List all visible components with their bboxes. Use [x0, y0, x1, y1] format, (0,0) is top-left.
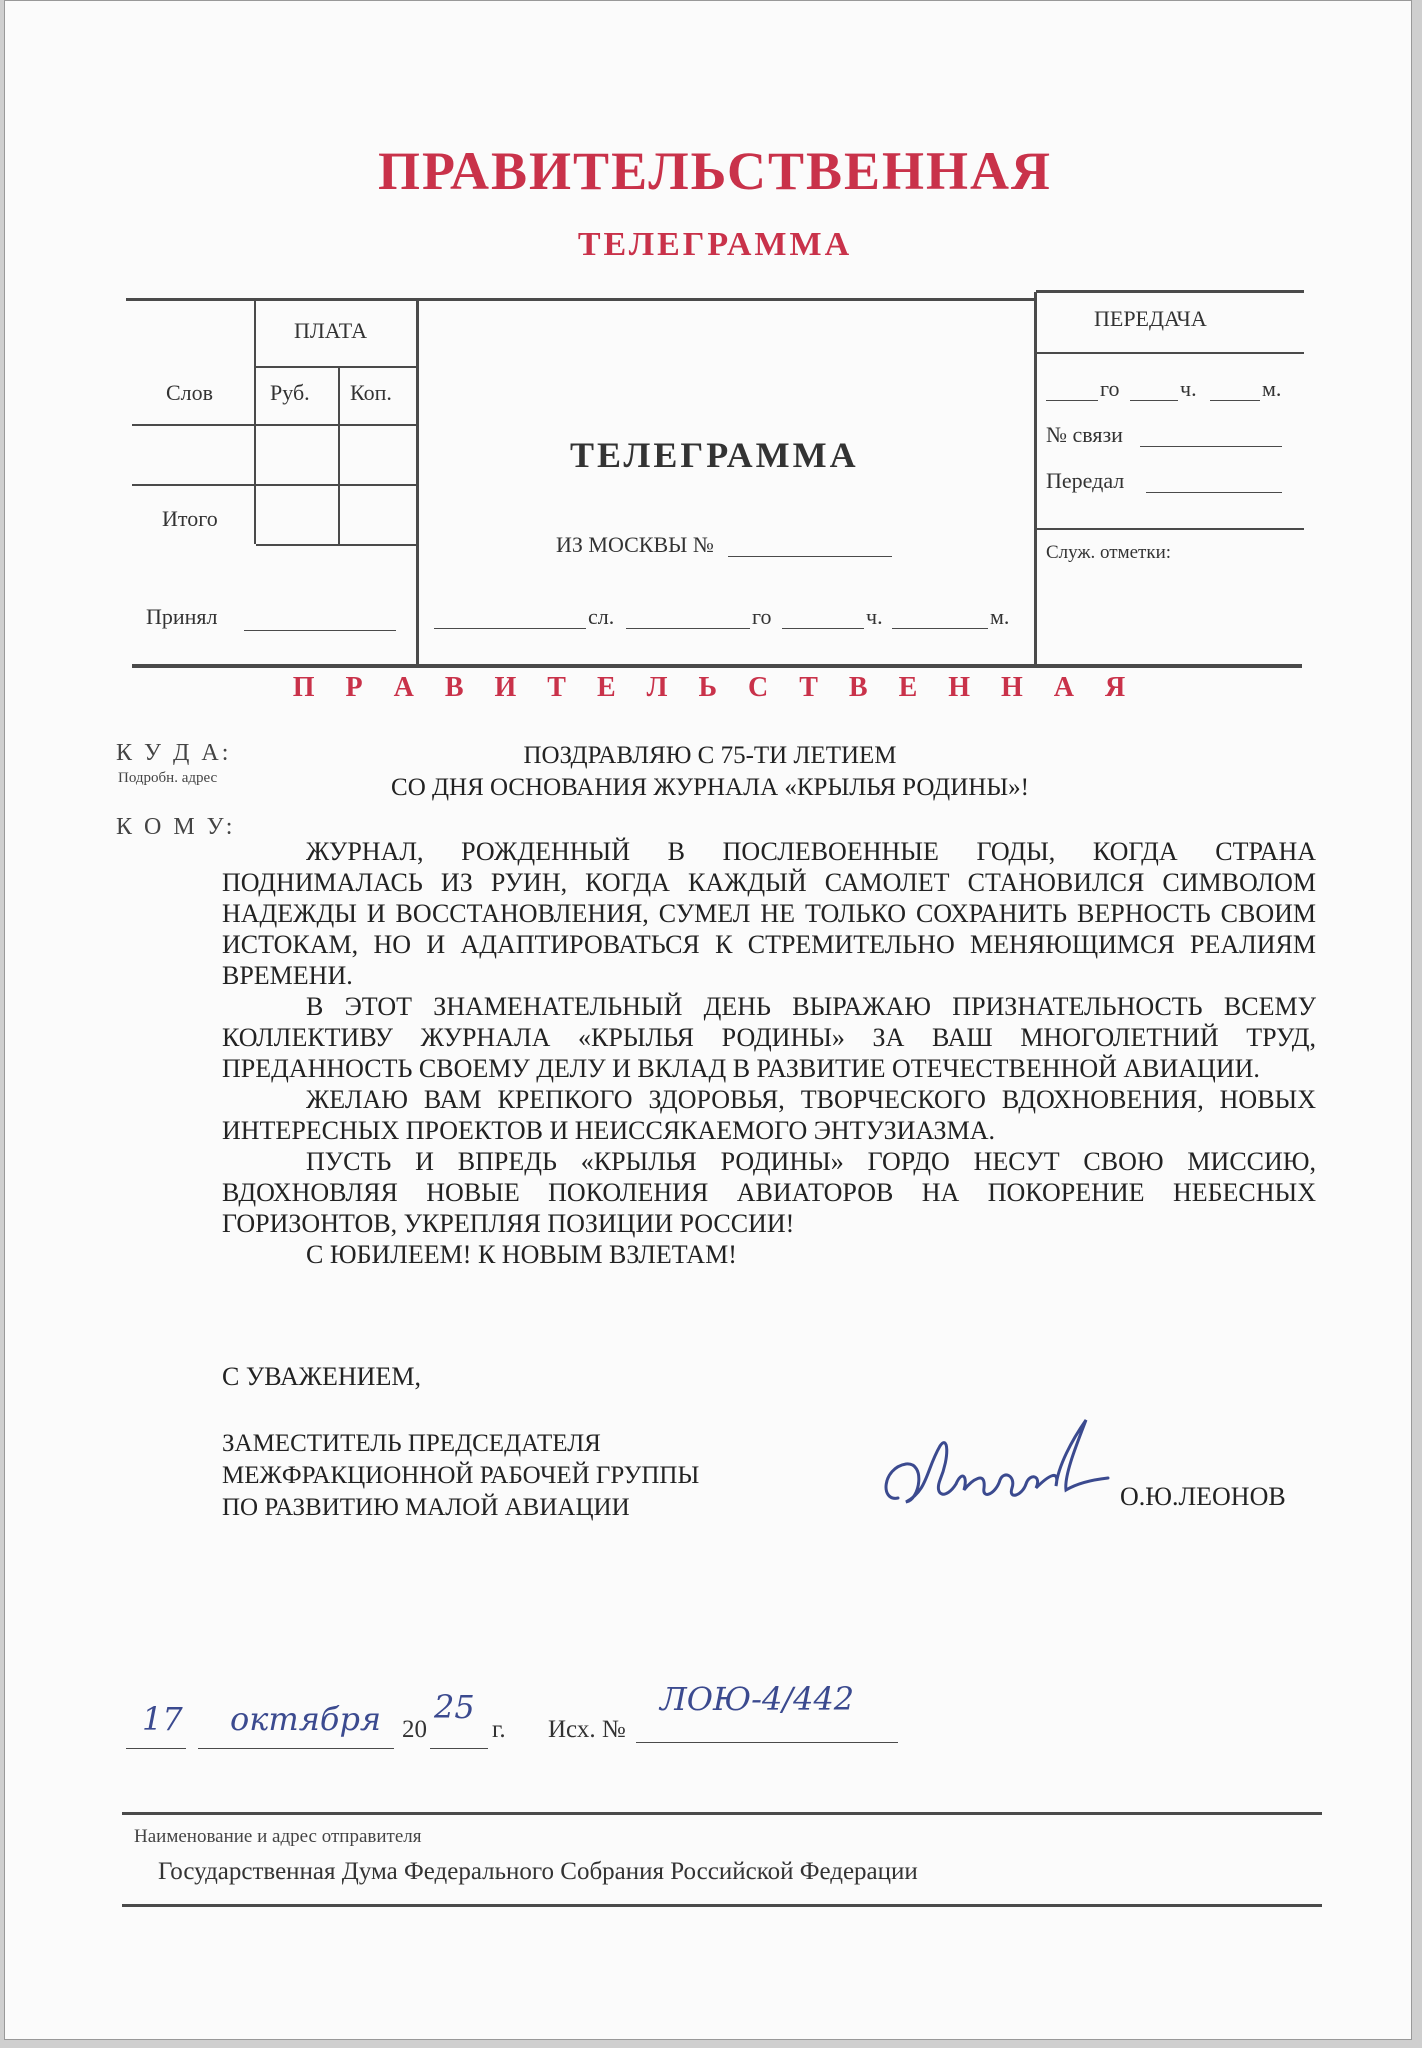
komu-label: К О М У:: [116, 814, 236, 840]
paragraph-2: В ЭТОТ ЗНАМЕНАТЕЛЬНЫЙ ДЕНЬ ВЫРАЖАЮ ПРИЗНАТЕЛЬНОСТЬ ВСЕМУ КОЛЛЕКТИВУ ЖУРНАЛА «КРЫЛЬЯ РОДИНЫ» ЗА ВАШ МНОГОЛЕТНИЙ ТРУД, ПРЕДАННОСТЬ СВОЕМУ ДЕЛУ И ВКЛАД В РАЗВИТИЕ ОТЕЧЕСТВЕННОЙ АВИАЦИИ.: [222, 992, 1316, 1083]
slov-label: Слов: [166, 380, 214, 405]
ch-label: ч.: [866, 604, 883, 629]
m-label: м.: [990, 604, 1010, 629]
signer-position: [222, 1428, 699, 1524]
sender-label: Наименование и адрес отправителя: [134, 1826, 422, 1847]
paragraph-3: ЖЕЛАЮ ВАМ КРЕПКОГО ЗДОРОВЬЯ, ТВОРЧЕСКОГО ВДОХНОВЕНИЯ, НОВЫХ ИНТЕРЕСНЫХ ПРОЕКТОВ И НЕИССЯКАЕМОГО ЭНТУЗИАЗМА.: [222, 1085, 1316, 1145]
year-prefix: 20: [402, 1716, 427, 1743]
message-heading: [324, 740, 1096, 804]
ish-number: ЛОЮ-4/442: [660, 1680, 855, 1718]
kop-label: Коп.: [350, 380, 392, 405]
message-body: [222, 836, 1316, 1270]
heading-line-1: ПОЗДРАВЛЯЮ С 75-ТИ ЛЕТИЕМ: [523, 742, 897, 769]
plata-label: ПЛАТА: [294, 318, 367, 343]
paragraph-1: ЖУРНАЛ, РОЖДЕННЫЙ В ПОСЛЕВОЕННЫЕ ГОДЫ, КОГДА СТРАНА ПОДНИМАЛАСЬ ИЗ РУИН, КОГДА КАЖДЫЙ САМОЛЕТ СТАНОВИЛСЯ СИМВОЛОМ НАДЕЖДЫ И ВОССТАНОВЛЕНИЯ, СУМЕЛ НЕ ТОЛЬКО СОХРАНИТЬ ВЕРНОСТЬ СВОИМ ИСТОКАМ, НО И АДАПТИРОВАТЬСЯ К СТРЕМИТЕЛЬНО МЕНЯЮЩИМСЯ РЕАЛИЯМ ВРЕМЕНИ.: [222, 837, 1316, 990]
paragraph-4: ПУСТЬ И ВПРЕДЬ «КРЫЛЬЯ РОДИНЫ» ГОРДО НЕСУТ СВОЮ МИССИЮ, ВДОХНОВЛЯЯ НОВЫЕ ПОКОЛЕНИЯ АВИАТОРОВ НА ПОКОРЕНИЕ НЕБЕСНЫХ ГОРИЗОНТОВ, УКРЕПЛЯЯ ПОЗИЦИИ РОССИИ!: [222, 1147, 1316, 1238]
date-day: 17: [142, 1700, 183, 1738]
position-line-1: ЗАМЕСТИТЕЛЬ ПРЕДСЕДАТЕЛЯ: [222, 1430, 601, 1457]
gov-banner: П Р А В И Т Е Л Ь С Т В Е Н Н А Я: [292, 672, 1138, 703]
kuda-label: К У Д А:: [116, 740, 232, 766]
position-line-3: ПО РАЗВИТИЮ МАЛОЙ АВИАЦИИ: [222, 1494, 630, 1521]
date-month: октября: [230, 1700, 382, 1738]
sl-label: сл.: [588, 604, 615, 629]
podrobn-label: Подробн. адрес: [118, 770, 218, 786]
from-moscow-label: ИЗ МОСКВЫ №: [556, 532, 714, 557]
ch-label-2: ч.: [1180, 376, 1197, 401]
signer-name: О.Ю.ЛЕОНОВ: [1120, 1482, 1286, 1511]
ish-label: Исх. №: [548, 1716, 626, 1743]
paragraph-5: С ЮБИЛЕЕМ! К НОВЫМ ВЗЛЕТАМ!: [306, 1240, 737, 1269]
heading-line-2: СО ДНЯ ОСНОВАНИЯ ЖУРНАЛА «КРЫЛЬЯ РОДИНЫ»!: [391, 774, 1029, 801]
itogo-label: Итого: [162, 506, 218, 531]
center-title: ТЕЛЕГРАММА: [570, 435, 859, 475]
no-svyazi-label: № связи: [1046, 422, 1123, 447]
regards: С УВАЖЕНИЕМ,: [222, 1362, 421, 1391]
year-g: г.: [492, 1716, 506, 1743]
signature: [876, 1406, 1128, 1526]
header-subtitle: ТЕЛЕГРАММА: [577, 226, 853, 263]
prinyal-label: Принял: [146, 604, 218, 629]
telegram-sheet: [4, 0, 1412, 2040]
position-line-2: МЕЖФРАКЦИОННОЙ РАБОЧЕЙ ГРУППЫ: [222, 1462, 700, 1489]
go-label-2: го: [1100, 376, 1120, 401]
rub-label: Руб.: [270, 380, 310, 405]
year-suffix: 25: [434, 1688, 475, 1726]
peredal-label: Передал: [1046, 468, 1125, 493]
m-label-2: м.: [1262, 376, 1282, 401]
go-label: го: [752, 604, 772, 629]
sluzh-label: Служ. отметки:: [1046, 542, 1172, 563]
peredacha-label: ПЕРЕДАЧА: [1094, 306, 1207, 331]
header-title: ПРАВИТЕЛЬСТВЕННАЯ: [377, 141, 1053, 201]
sender-name: Государственная Дума Федерального Собрания Российской Федерации: [158, 1858, 918, 1885]
